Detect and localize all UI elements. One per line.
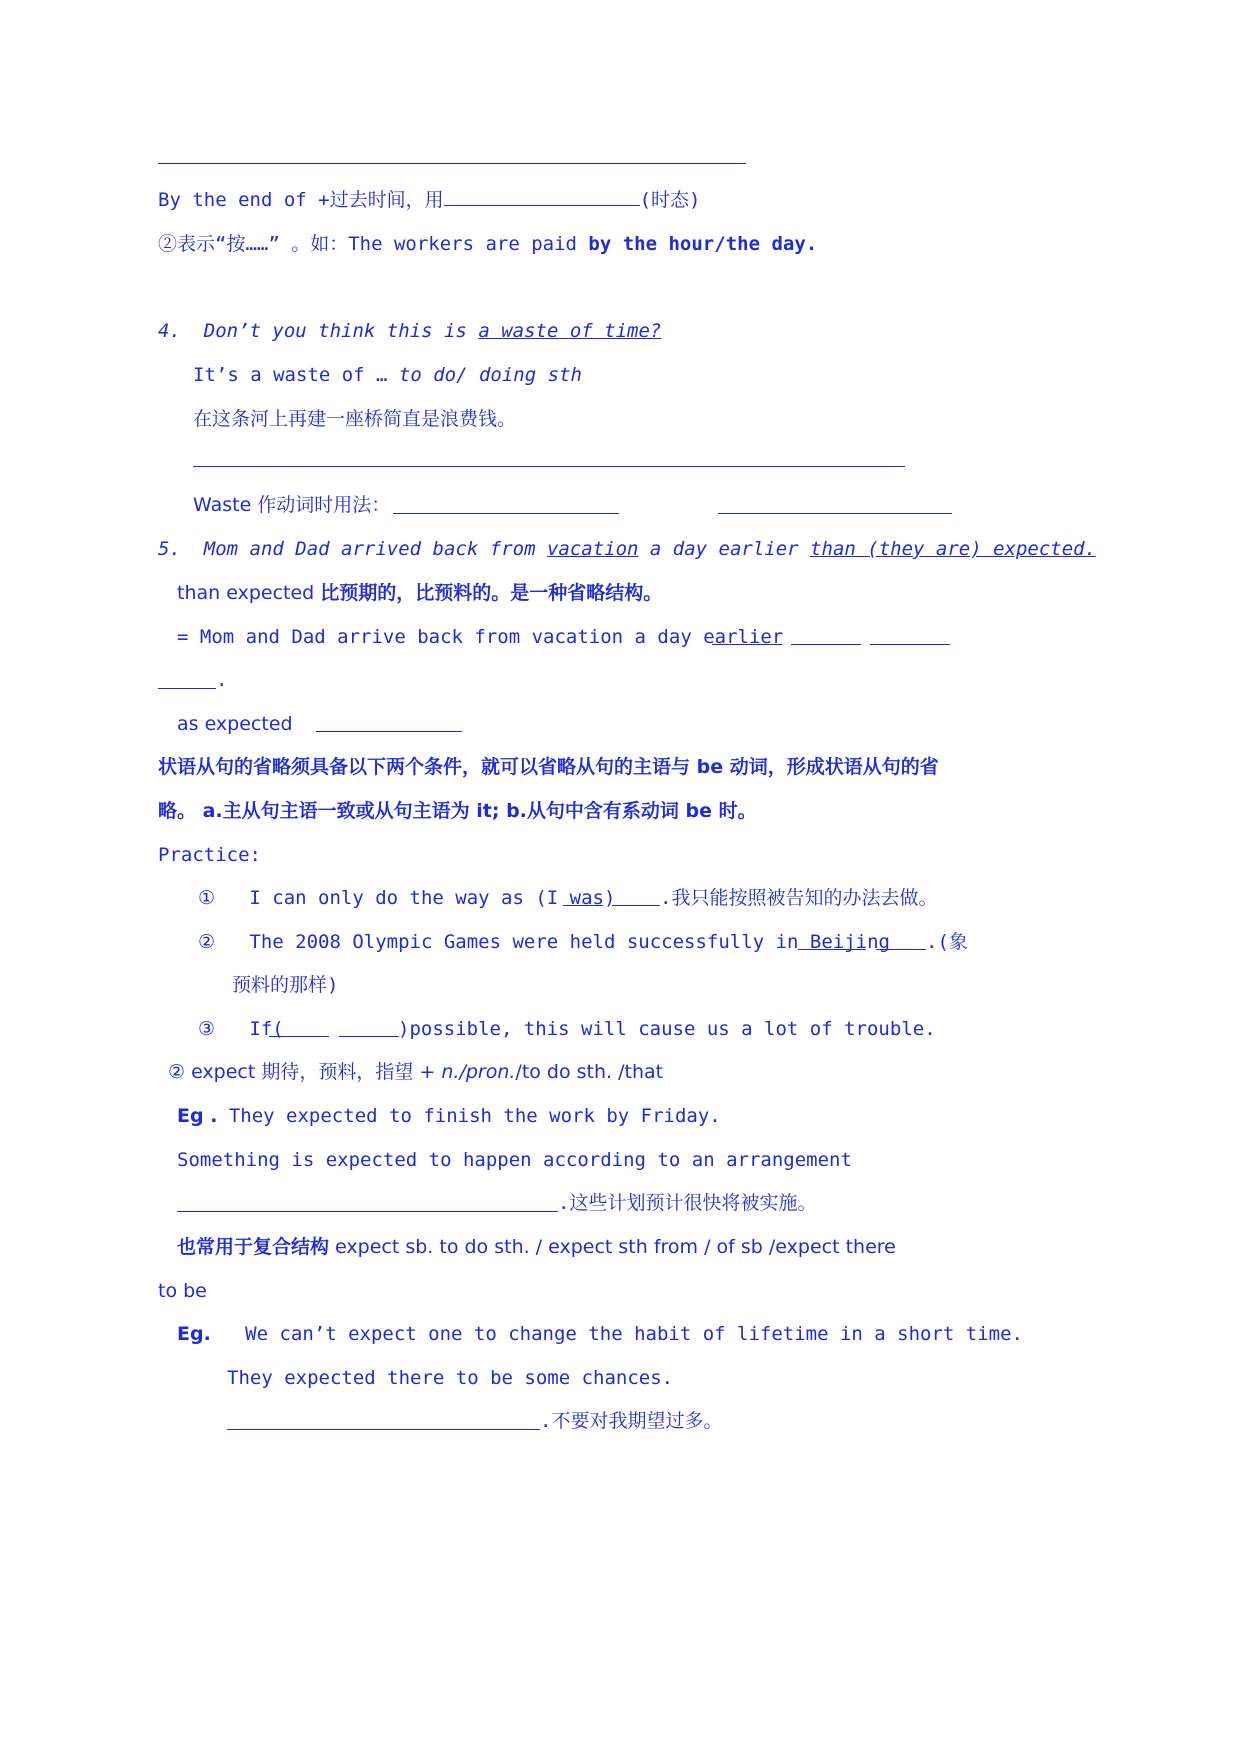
eg-label: Eg . <box>177 1105 218 1127</box>
eg-line-3 <box>177 1320 1023 1348</box>
waste-label: Waste 作动词时用法： <box>193 494 391 516</box>
translation-line[interactable] <box>193 466 905 467</box>
than-expected-note <box>177 579 662 607</box>
eg-text-1: They expected to finish the work by Friday. <box>217 1105 721 1127</box>
practice-3-blank-b[interactable] <box>339 1036 399 1037</box>
per-line <box>158 230 817 258</box>
practice-1-end: .我只能按照被告知的办法去做。 <box>660 887 938 909</box>
by-the-end-text: By the end of +过去时间，用 <box>158 189 444 211</box>
rule-line-1: 状语从句的省略须具备以下两个条件，就可以省略从句的主语与 be 动词，形成状语从句的省 <box>158 756 939 778</box>
expect-heading <box>168 1058 663 1086</box>
eg-text-3: We can’t expect one to change the habit of lifetime in a short time. <box>245 1323 1023 1345</box>
compound-cn: 也常用于复合结构 <box>177 1236 330 1258</box>
eg5-chinese: .不要对我期望过多。 <box>540 1410 723 1432</box>
equiv-blank-4[interactable] <box>158 688 216 689</box>
practice-1-text: I can only do the way as (I was) <box>249 887 616 909</box>
answer-line <box>158 163 746 164</box>
compound-en: expect sb. to do sth. / expect sth from / of sb /expect there <box>329 1236 896 1258</box>
practice-2-end: .(象 <box>926 931 968 953</box>
practice-2-cont: 预料的那样) <box>232 974 339 996</box>
equiv-blank-2[interactable] <box>791 644 861 645</box>
item-4-chinese: 在这条河上再建一座桥简直是浪费钱。 <box>193 408 517 430</box>
tense-label: (时态) <box>639 189 701 211</box>
practice-item-3 <box>198 1015 284 1043</box>
tense-blank[interactable] <box>444 187 640 206</box>
practice-2-blank-b[interactable] <box>876 949 926 950</box>
practice-1-blank-a[interactable] <box>563 905 603 906</box>
expect-head-italic: n./pron. <box>441 1061 516 1083</box>
note-en: than expected <box>177 582 321 604</box>
practice-3-blank-a[interactable] <box>269 1036 329 1037</box>
waste-blank-2[interactable] <box>718 513 952 514</box>
practice-item-1 <box>198 884 615 912</box>
practice-1-blank-b[interactable] <box>612 905 660 906</box>
eg-line-1 <box>177 1102 721 1130</box>
practice-3-if: If( <box>249 1018 284 1040</box>
pattern-italic: to do/ doing sth <box>398 364 582 386</box>
item-4-underlined: a waste of time? <box>478 320 662 342</box>
expect-head-a: ② expect 期待，预料，指望 + <box>168 1061 442 1083</box>
item-5-text-2: a day earlier <box>638 538 811 560</box>
item-5-heading <box>158 535 1096 563</box>
equiv-period: . <box>216 669 228 691</box>
eg2-blank[interactable] <box>177 1211 558 1212</box>
practice-item-2 <box>198 928 890 956</box>
item-5-text-1: Mom and Dad arrived back from <box>203 538 547 560</box>
compound-end: to be <box>158 1280 207 1302</box>
waste-usage-line <box>193 491 390 519</box>
item-5-number: 5. <box>158 538 181 560</box>
as-expected-blank[interactable] <box>316 731 462 732</box>
practice-title: Practice: <box>158 844 261 866</box>
practice-2-blank-a[interactable] <box>798 949 866 950</box>
eg2-label: Eg. <box>177 1323 211 1345</box>
equiv-blank-1[interactable] <box>712 644 782 645</box>
by-the-end-line <box>158 186 700 214</box>
item-5-expected: than (they are) expected. <box>810 538 1097 560</box>
compound-line <box>177 1233 896 1261</box>
item-4-heading <box>158 317 661 345</box>
note-cn: 比预期的，比预料的。是一种省略结构。 <box>320 582 663 604</box>
pattern-text: It’s a waste of … <box>193 364 399 386</box>
per-text: ②表示“按……” 。如：The workers are paid <box>158 233 589 255</box>
practice-2-number: ② <box>198 931 216 953</box>
expect-head-b: /to do sth. /that <box>515 1061 664 1083</box>
equiv-line <box>177 623 783 651</box>
item-4-number: 4. <box>158 320 181 342</box>
as-expected-label: as expected <box>177 713 293 735</box>
item-4-pattern <box>193 361 582 389</box>
per-bold-text: by the hour/the day. <box>588 233 818 255</box>
equiv-blank-3[interactable] <box>870 644 950 645</box>
practice-3-rest: )possible, this will cause us a lot of trouble. <box>398 1018 936 1040</box>
practice-2-text: The 2008 Olympic Games were held successfully in Beijing <box>249 931 890 953</box>
practice-1-number: ① <box>198 887 216 909</box>
practice-3-number: ③ <box>198 1018 216 1040</box>
item-5-vacation: vacation <box>546 538 639 560</box>
eg-text-4: They expected there to be some chances. <box>227 1367 674 1389</box>
waste-blank-1[interactable] <box>393 513 619 514</box>
equiv-text: = Mom and Dad arrive back from vacation a day earlier <box>177 626 784 648</box>
item-4-text: Don’t you think this is <box>203 320 479 342</box>
eg5-blank[interactable] <box>227 1429 540 1430</box>
rule-line-2: 略。 a.主从句主语一致或从句主语为 it; b.从句中含有系动词 be 时。 <box>158 800 757 822</box>
eg-text-2: Something is expected to happen according to an arrangement <box>177 1149 852 1171</box>
eg2-chinese: .这些计划预计很快将被实施。 <box>558 1192 817 1214</box>
